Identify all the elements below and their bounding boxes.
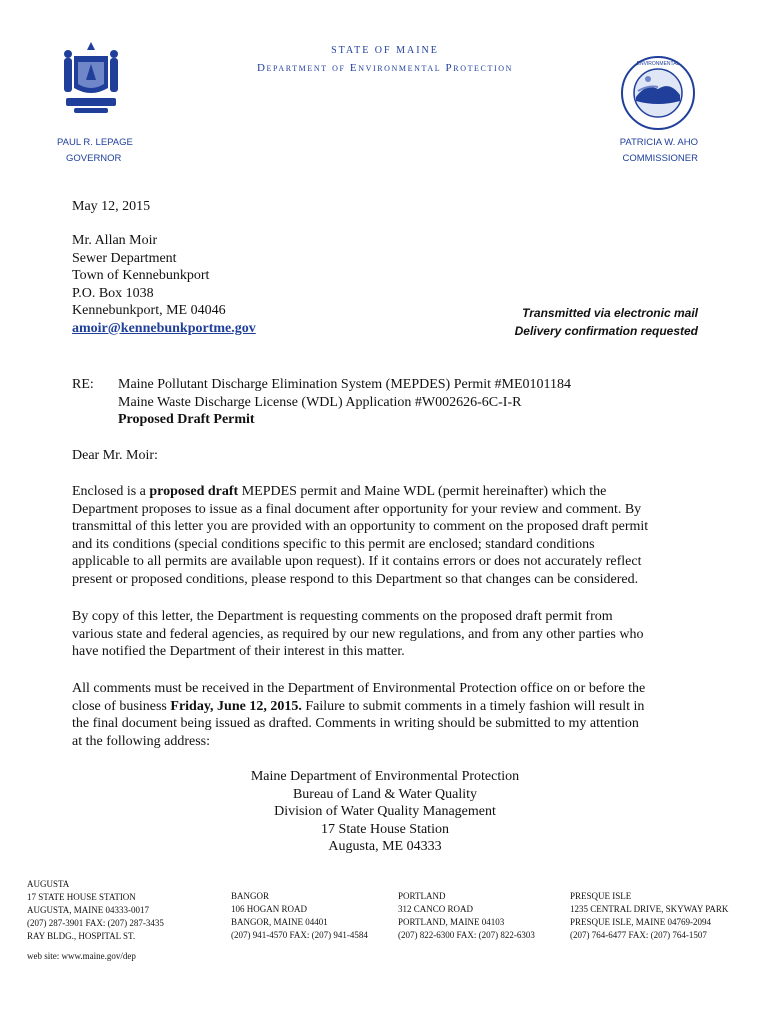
- paragraph-line: [72, 698, 700, 716]
- paragraph-line: All comments must be received in the Department of Environmental Protection office on or before the: [72, 681, 646, 696]
- footer-line: (207) 941-4570 FAX: (207) 941-4584: [231, 930, 368, 940]
- department-heading: Department of Environmental Protection: [257, 62, 513, 74]
- footer-line: BANGOR: [231, 891, 270, 901]
- governor-name: PAUL R. LEPAGE: [57, 137, 133, 148]
- re-line: Maine Pollutant Discharge Elimination System (MEPDES) Permit #ME0101184: [118, 377, 572, 392]
- paragraph-line: applicable to all permits are available upon request). If it contains errors or does not accurately reflect: [72, 554, 642, 569]
- paragraph-line: have notified the Department of their interest in this matter.: [72, 644, 405, 659]
- transmittal-line: Delivery confirmation requested: [514, 324, 698, 338]
- recipient-line: Sewer Department: [72, 250, 177, 266]
- re-line-bold: Proposed Draft Permit: [118, 412, 255, 427]
- paragraph-line: and its conditions (special conditions specific to this permit are enclosed; standard conditions: [72, 536, 595, 552]
- text-run: Enclosed is a: [72, 484, 150, 499]
- footer-line: PRESQUE ISLE, MAINE 04769-2094: [570, 917, 711, 927]
- recipient-email-link[interactable]: amoir@kennebunkportme.gov: [72, 320, 256, 336]
- text-run: MEPDES permit and Maine WDL (permit hereinafter) which the: [238, 484, 607, 499]
- footer-line: BANGOR, MAINE 04401: [231, 917, 328, 927]
- recipient-line: Town of Kennebunkport: [72, 268, 210, 283]
- re-line: Maine Waste Discharge License (WDL) Application #W002626-6C-I-R: [118, 394, 522, 410]
- footer-office-portland: [398, 890, 535, 942]
- recipient-line: Kennebunkport, ME 04046: [72, 303, 226, 318]
- paragraph-line: the final document being issued as drafted. Comments in writing should be submitted to my attention: [72, 716, 639, 731]
- maine-state-seal-icon: [60, 40, 122, 116]
- footer-line: (207) 822-6300 FAX: (207) 822-6303: [398, 930, 535, 940]
- mailing-address-line: Bureau of Land & Water Quality: [292, 786, 478, 802]
- text-run-bold: proposed draft: [149, 484, 239, 499]
- recipient-line: Mr. Allan Moir: [72, 233, 158, 248]
- paragraph-line: By copy of this letter, the Department is requesting comments on the proposed draft permit from: [72, 609, 613, 624]
- transmittal-line: Transmitted via electronic mail: [522, 306, 698, 320]
- text-run-bold: Friday, June 12, 2015.: [170, 698, 302, 714]
- commissioner-title: COMMISSIONER: [622, 153, 698, 164]
- mailing-address-line: Maine Department of Environmental Protection: [250, 769, 520, 784]
- footer-office-augusta: [27, 878, 164, 943]
- footer-office-presque-isle: [570, 890, 728, 942]
- footer-line: 17 STATE HOUSE STATION: [27, 892, 136, 902]
- text-run: Failure to submit comments in a timely fashion will result in: [301, 698, 645, 714]
- dep-seal-icon: [620, 55, 696, 131]
- footer-office-bangor: [231, 890, 368, 942]
- svg-text:ENVIRONMENTAL: ENVIRONMENTAL: [636, 61, 680, 67]
- paragraph-line: present or proposed conditions, please respond to this Department so that changes can be considered.: [72, 571, 639, 587]
- paragraph-line: [72, 483, 700, 501]
- footer-website-link[interactable]: web site: www.maine.gov/dep: [27, 951, 136, 961]
- paragraph-line: at the following address:: [72, 733, 211, 749]
- letter-date: May 12, 2015: [72, 199, 151, 214]
- text-run: close of business: [72, 698, 171, 714]
- mailing-address-line: Augusta, ME 04333: [328, 839, 442, 854]
- transmittal-note: [515, 304, 698, 340]
- governor-title: GOVERNOR: [66, 153, 122, 164]
- footer-line: AUGUSTA: [27, 879, 70, 889]
- mailing-address-line: Division of Water Quality Management: [274, 804, 496, 819]
- footer-line: (207) 287-3901 FAX: (207) 287-3435: [27, 918, 164, 928]
- re-subject: [118, 376, 571, 429]
- paragraph-enclosure: [72, 483, 700, 588]
- state-heading: STATE OF MAINE: [331, 45, 439, 56]
- commissioner-name: PATRICIA W. AHO: [619, 137, 698, 148]
- re-label: RE:: [72, 377, 94, 392]
- footer-line: 106 HOGAN ROAD: [231, 904, 307, 914]
- paragraph-line: transmittal of this letter you are provided with an opportunity to comment on the proposed draft permit: [72, 519, 649, 534]
- footer-line: AUGUSTA, MAINE 04333-0017: [27, 905, 150, 915]
- footer-line: PRESQUE ISLE: [570, 891, 632, 901]
- recipient-line: P.O. Box 1038: [72, 285, 154, 301]
- recipient-address: [72, 232, 256, 337]
- footer-line: PORTLAND: [398, 891, 446, 901]
- paragraph-deadline: [72, 680, 700, 750]
- paragraph-copy: [72, 608, 700, 661]
- paragraph-line: various state and federal agencies, as required by our new regulations, and from any other parties who: [72, 626, 644, 642]
- footer-line: PORTLAND, MAINE 04103: [398, 917, 505, 927]
- footer-line: 1235 CENTRAL DRIVE, SKYWAY PARK: [570, 904, 729, 914]
- salutation: Dear Mr. Moir:: [72, 448, 158, 463]
- paragraph-line: Department proposes to issue as a final document after opportunity for your review and comment. By: [72, 501, 642, 517]
- footer-line: RAY BLDG., HOSPITAL ST.: [27, 931, 136, 941]
- mailing-address-line: 17 State House Station: [321, 821, 449, 837]
- mailing-address: [0, 768, 770, 856]
- footer-line: (207) 764-6477 FAX: (207) 764-1507: [570, 930, 707, 940]
- footer-line: 312 CANCO ROAD: [398, 904, 474, 914]
